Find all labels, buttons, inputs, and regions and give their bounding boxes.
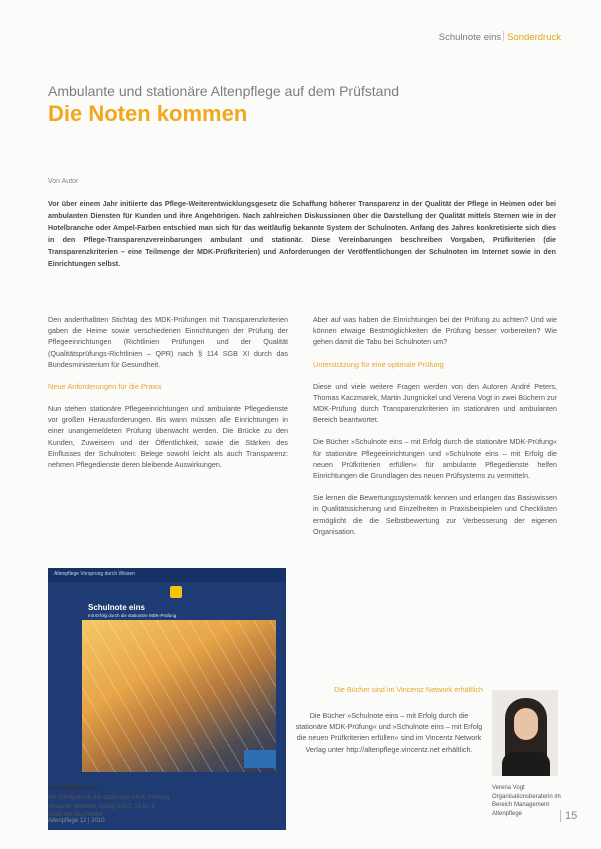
publisher-badge-icon xyxy=(244,750,276,768)
article-byline: Von Autor xyxy=(48,178,79,185)
article-kicker: Ambulante und stationäre Altenpflege auf dem Prüfstand xyxy=(48,83,400,99)
paragraph: Aber auf was haben die Einrichtungen bei der Prüfung zu achten? Und wie können etwaige Bestmöglichkeiten die Prüfung besser vorbereiten? Wie gehen damit die Tabu bei Schulnoten um? xyxy=(313,315,557,347)
portrait-name: Verena Vogt xyxy=(492,785,525,791)
subheading: Unterstützung für eine optimale Prüfung xyxy=(313,359,444,369)
footer-journal: Altenpflege 12 | 2010 xyxy=(48,818,105,824)
book-title: Schulnote eins xyxy=(88,603,145,612)
page-number: 15 xyxy=(560,810,577,822)
article-title: Die Noten kommen xyxy=(48,101,248,126)
info-box-heading: Die Bücher sind im Vincentz Network erhältlich xyxy=(334,685,483,694)
portrait-role: Organisationsberaterin im Bereich Management Altenpflege xyxy=(492,793,561,817)
header-divider xyxy=(503,31,504,41)
running-header-section: Schulnote eins xyxy=(438,32,502,43)
portrait-body xyxy=(502,752,550,776)
portrait-face xyxy=(514,708,538,740)
caption-line: Vincentz Network Verlag 2010, 19,80 € xyxy=(48,802,155,810)
running-header xyxy=(439,31,561,43)
book-caption xyxy=(48,785,288,820)
caption-title: Schulnote eins. xyxy=(48,785,100,792)
paragraph: Sie lernen die Bewertungssystematik kennen und erlangen das Basiswissen in Qualitätssicherung und Einzelheiten in Praxisbeispielen und Checklisten ermöglicht die die Selbstbewertung zur Verbesserung der eigenen Organisation. xyxy=(313,493,557,536)
subheading: Neue Anforderungen für die Praxis xyxy=(48,382,162,392)
book-subtitle: mit Erfolg durch die stationäre MDK-Prüfung xyxy=(88,613,177,618)
paragraph: Diese und viele weitere Fragen werden von den Autoren André Peters, Thomas Kaczmarek, Martin Jungnickel und Verena Vogt in zwei Büchern zur MDK-Prüfung durch Transparenzkriterien im stationären und ambulanten Bereich beantwortet. xyxy=(313,381,557,425)
caption-line: ISBN der Buchreihe xyxy=(48,811,103,819)
article-lead: Vor über einem Jahr initiierte das Pflege-Weiterentwicklungsgesetz die Schaffung höherer Transparenz in der Qualität der Pflege in Heimen oder bei ambulanten Diensten für Kunden und ihre Angehörigen. Nach zahlreichen Diskussionen über die Darstellung der Qualität mittels Sternen wie in der Hotelbranche oder Ampel-Farben entschied man sich für das weitläufig bekannte System der Schulnoten. Anfang des Jahres konkretisierte sich dies in den Pflege-Transparenzvereinbarungen ambulant und stationär. Diese Vereinbarungen beschreiben Vorgaben, Prüfkriterien (die Transparenzkriterien – eine Teilmenge der MDK-Prüfkriterien) und Anforderungen der Veröffentlichungen der Schulnoten im Internet sowie in den Einrichtungen selbst. xyxy=(48,200,556,268)
info-box-text: Die Bücher »Schulnote eins – mit Erfolg durch die stationäre MDK-Prüfung« und »Schulnote eins – mit Erfolg die neuen Prüfkriterien erfüllen« sind im Vincentz Network Verlag unter http://altenpflege.vincentz.net erhältlich. xyxy=(295,711,483,754)
column-right xyxy=(313,314,557,548)
paragraph: Den anderthalbten Stichtag des MDK-Prüfungen mit Transparenzkriterien gaben die Heime sowie verschiedenen Einrichtungen der Prüfung der Pflegeeinrichtungen (Richtlinien Prüfungen und der Qualität (Qualitätsprüfungs-Richtlinien – QPR) nach § 114 SGB XI durch das Bundesministerium für Gesundheit. xyxy=(48,315,288,369)
book-series: Altenpflege Vorsprung durch Wissen xyxy=(54,571,135,577)
running-header-subsection: Sonderdruck xyxy=(507,32,561,43)
author-portrait xyxy=(492,690,558,776)
column-left xyxy=(48,314,288,481)
publisher-logo-icon xyxy=(170,586,182,598)
caption-line: Mit Erfolg durch die stationäre MDK-Prüfung xyxy=(48,793,170,801)
paragraph: Nun stehen stationäre Pflegeeinrichtungen und ambulante Pflegedienste vor großen Herausforderungen. Bis wann müssen alle Einrichtungen in einer unangemeldeten Prüfung überwacht werden. Die Brücke zu den Kunden, Zuweisern und der Öffentlichkeit, sowie die Stärken des Einflusses der Schulnoten: Belege sowohl leicht als auch Transparenz: nehmen Pflegedienste deren bleibende Auswirkungen. xyxy=(48,404,288,470)
paragraph: Die Bücher »Schulnote eins – mit Erfolg durch die stationäre MDK-Prüfung« für stationäre Pflegeeinrichtungen und »Schulnote eins – mit Erfolg die neuen Prüfkriterien erfüllen« für ambulante Pflegedienste helfen Einrichtungen die Grundlagen des neuen Prüfsystems zu vermitteln. xyxy=(313,437,557,481)
portrait-caption xyxy=(492,784,562,818)
